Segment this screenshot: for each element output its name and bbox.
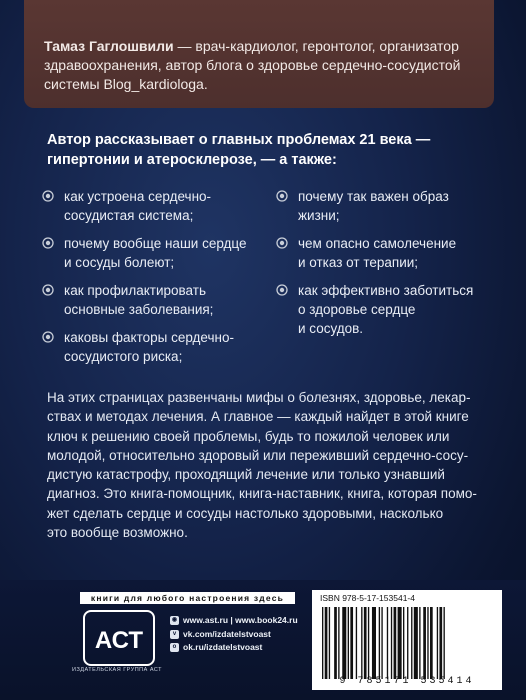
link-vk[interactable] xyxy=(170,628,298,642)
lead-line: Автор рассказывает о главных проблемах 21 века — xyxy=(47,132,431,148)
bullet-line: почему так важен образ xyxy=(298,189,449,204)
bullet-line: как эффективно заботиться xyxy=(298,283,474,298)
bullet-line: и сосуды болеют; xyxy=(64,255,175,270)
bullet-line: чем опасно самолечение xyxy=(298,236,457,251)
publisher-caption: ИЗДАТЕЛЬСКАЯ ГРУППА АСТ xyxy=(71,667,163,673)
para-line: ключ к решению своей проблемы, будь то пожилой человек или xyxy=(47,428,450,444)
author-bio-line: здравоохранения, автор блога о здоровье сердечно-сосудистой xyxy=(44,57,461,73)
bullet-item xyxy=(40,328,255,366)
para-line: На этих страницах развенчаны мифы о болезнях, здоровье, лекар- xyxy=(47,390,471,405)
link-text: vk.com/izdatelstvoast xyxy=(183,628,271,639)
bullet-line: сосудистого риска; xyxy=(64,349,183,364)
bullet-line: каковы факторы сердечно- xyxy=(64,330,234,345)
bullet-line: и отказ от терапии; xyxy=(298,255,419,270)
link-website[interactable] xyxy=(170,614,298,628)
link-text: ok.ru/izdatelstvoast xyxy=(183,642,263,652)
author-bio-line: системы Blog_kardiologa. xyxy=(44,76,208,92)
bullet-item xyxy=(274,187,489,225)
author-bio xyxy=(44,37,474,94)
barcode-icon xyxy=(318,607,496,679)
bullet-list-left xyxy=(40,187,255,375)
author-name: Тамаз Гаглошвили xyxy=(44,38,174,54)
bullet-circle-icon xyxy=(276,190,288,202)
lead-heading xyxy=(47,130,487,170)
bullet-item xyxy=(40,234,255,272)
author-box xyxy=(24,0,494,108)
bullet-line: и сосудов. xyxy=(298,321,364,336)
ast-logo-icon xyxy=(83,610,155,666)
bullet-circle-icon xyxy=(42,190,54,202)
bullet-item xyxy=(40,187,255,225)
ok-icon: o xyxy=(170,643,179,652)
link-ok[interactable] xyxy=(170,641,298,655)
bullet-line: о здоровье сердце xyxy=(298,302,416,317)
lead-line: гипертонии и атеросклерозе, — а также: xyxy=(47,152,337,168)
bullet-circle-icon xyxy=(42,284,54,296)
bullet-line: как устроена сердечно- xyxy=(64,189,212,204)
description-paragraph xyxy=(47,388,492,542)
isbn-label: ISBN 978-5-17-153541-4 xyxy=(320,593,415,603)
link-text: www.ast.ru | www.book24.ru xyxy=(183,615,298,625)
para-line: жет сделать сердце и сосуды настолько здоровыми, насколько xyxy=(47,505,444,521)
bullet-item xyxy=(274,281,489,338)
publisher-links xyxy=(170,614,298,655)
isbn-barcode-box xyxy=(312,590,502,690)
vk-icon: v xyxy=(170,630,179,639)
bullet-list-right xyxy=(274,187,489,347)
para-line: ствах и методах лечения. А главное — каждый найдет в этой книге xyxy=(47,409,469,425)
bullet-line: как профилактировать xyxy=(64,283,206,298)
barcode-digits: 9 785171 535414 xyxy=(339,676,475,687)
para-line: диагноз. Это книга-помощник, книга-наставник, книга, которая помо- xyxy=(47,486,477,502)
para-line: это вообще возможно. xyxy=(47,525,188,541)
bullet-line: сосудистая система; xyxy=(64,208,194,223)
para-line: дистую катастрофу, проходящий лечение или только узнавший xyxy=(47,467,445,483)
para-line: молодой, относительно здоровый или переживший сердечно-сосу- xyxy=(47,447,469,463)
bullet-line: жизни; xyxy=(298,208,340,223)
bullet-circle-icon xyxy=(42,331,54,343)
slogan-strip: книги для любого настроения здесь xyxy=(80,592,295,604)
web-icon: ◉ xyxy=(171,617,178,624)
author-bio-line: — врач-кардиолог, геронтолог, организатор xyxy=(173,38,459,54)
bullet-line: основные заболевания; xyxy=(64,302,214,317)
bullet-line: почему вообще наши сердце xyxy=(64,236,247,251)
bullet-circle-icon xyxy=(42,237,54,249)
bullet-item xyxy=(274,234,489,272)
bullet-circle-icon xyxy=(276,284,288,296)
bullet-circle-icon xyxy=(276,237,288,249)
ast-logo-text: АСТ xyxy=(94,627,144,654)
bullet-item xyxy=(40,281,255,319)
